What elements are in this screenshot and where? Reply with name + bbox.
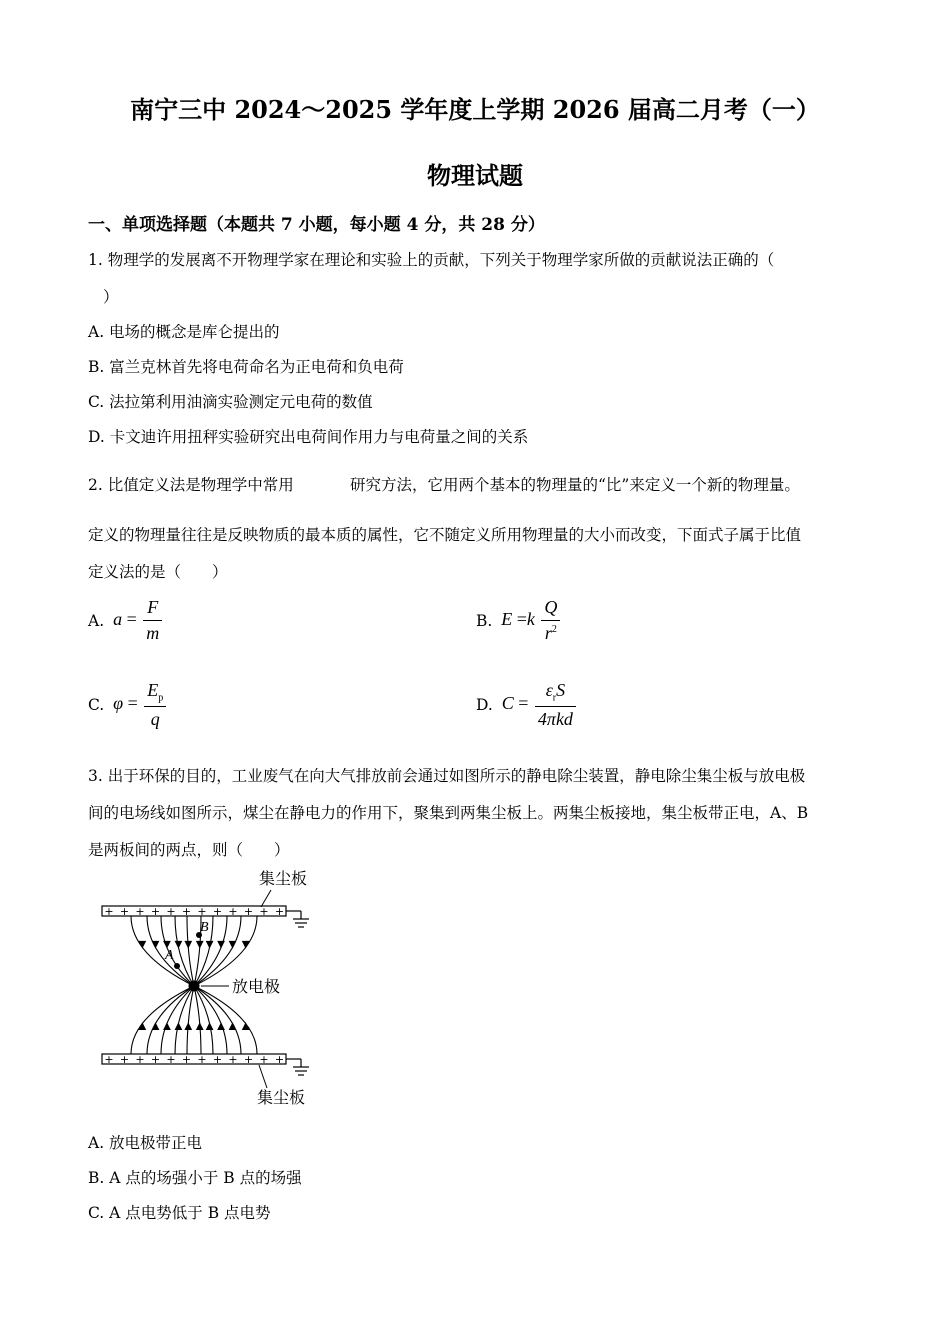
point-a-marker	[174, 963, 180, 969]
field-arrow	[197, 941, 203, 947]
plus-charge: +	[274, 1053, 285, 1066]
field-arrow	[207, 941, 213, 947]
fraction-numerator: F	[143, 597, 162, 621]
q2-option-a-formula	[113, 597, 164, 643]
field-arrow	[139, 1023, 145, 1029]
plus-charge: +	[119, 1053, 130, 1066]
q2-stem-line1b: 研究方法，它用两个基本的物理量的“比”来定义一个新的物理量。	[350, 476, 800, 494]
plus-charge: +	[166, 1053, 176, 1066]
formula-lhs: C	[501, 692, 514, 713]
q2-option-a-letter: A.	[88, 611, 105, 630]
plus-charge: +	[274, 905, 285, 918]
label-bottom-collector: 集尘板	[256, 1088, 306, 1107]
label-discharge-electrode: 放电极	[232, 977, 281, 996]
field-arrow	[243, 941, 249, 947]
plus-charge: +	[243, 1053, 254, 1066]
field-arrow	[164, 941, 170, 947]
fraction-numerator	[535, 680, 576, 707]
plus-charge: +	[212, 1053, 223, 1066]
formula-eq: =	[516, 608, 527, 629]
num-subscript: p	[158, 692, 164, 704]
formula-eq: =	[127, 692, 138, 713]
formula-fraction	[541, 597, 560, 644]
q2-stem-line2: 定义的物理量往往是反映物质的最本质的属性，它不随定义所用物理量的大小而改变，下面式子属于比值	[88, 526, 802, 544]
q1-option-a: A. 电场的概念是库仑提出的	[88, 323, 280, 341]
point-a-label: A	[165, 948, 174, 963]
plus-charge: +	[197, 905, 207, 918]
q2-option-c	[88, 680, 168, 730]
bottom-ground-icon	[286, 1059, 309, 1075]
formula-lhs: a	[113, 608, 123, 629]
field-arrow	[152, 941, 158, 947]
field-arrow	[175, 941, 181, 947]
section-heading: 一、单项选择题（本题共 7 小题，每小题 4 分，共 28 分）	[88, 215, 545, 235]
fraction-denominator: m	[146, 623, 160, 643]
q3-stem-line1: 3. 出于环保的目的，工业废气在向大气排放前会通过如图所示的静电除尘装置，静电除尘集尘板与放电极	[88, 767, 806, 785]
exam-subtitle: 物理试题	[427, 161, 523, 190]
q1-option-d: D. 卡文迪许用扭秤实验研究出电荷间作用力与电荷量之间的关系	[88, 428, 529, 446]
den-exponent: 2	[551, 624, 557, 635]
plus-charge: +	[119, 905, 130, 918]
field-arrow	[243, 1023, 249, 1029]
exam-title: 南宁三中 2024～2025 学年度上学期 2026 届高二月考（一）	[130, 95, 820, 124]
field-arrow	[218, 941, 224, 947]
field-arrow	[207, 1023, 213, 1029]
plus-charge: +	[259, 905, 269, 918]
q2-option-b-letter: B.	[476, 611, 493, 630]
plus-charge: +	[104, 905, 114, 918]
formula-eq: =	[518, 692, 529, 713]
field-arrow	[152, 1023, 158, 1029]
field-arrow	[185, 1023, 191, 1029]
num-epsilon: ε	[545, 680, 553, 700]
q3-option-c: C. A 点电势低于 B 点电势	[88, 1204, 271, 1222]
q2-stem-line1a: 2. 比值定义法是物理学中常用	[88, 476, 294, 494]
q2-option-d-letter: D.	[476, 695, 493, 714]
plus-charge: +	[181, 905, 192, 918]
field-arrow	[164, 1023, 170, 1029]
top-collector-plate	[102, 906, 286, 916]
q1-stem-line2: ）	[103, 288, 119, 306]
fraction-numerator: Q	[541, 597, 560, 621]
plus-charge: +	[228, 1053, 238, 1066]
q2-option-a	[88, 597, 164, 644]
discharge-electrode	[189, 981, 200, 992]
field-arrow	[230, 1023, 236, 1029]
formula-fraction	[144, 680, 166, 730]
field-arrow	[139, 941, 145, 947]
plus-charge: +	[197, 1053, 207, 1066]
q3-stem-line2: 间的电场线如图所示，煤尘在静电力的作用下，聚集到两集尘板上。两集尘板接地，集尘板带正电，A、B	[88, 804, 809, 822]
field-arrow	[185, 941, 191, 947]
q1-stem-line1: 1. 物理学的发展离不开物理学家在理论和实验上的贡献，下列关于物理学家所做的贡献说法正确的（	[88, 251, 775, 269]
field-arrow	[230, 941, 236, 947]
den-base: r	[544, 623, 552, 643]
formula-lhs: φ	[113, 692, 124, 713]
q3-option-a: A. 放电极带正电	[88, 1134, 203, 1152]
fraction-denominator	[541, 621, 560, 644]
q3-option-b: B. A 点的场强小于 B 点的场强	[88, 1169, 302, 1187]
top-ground-icon	[286, 911, 309, 927]
q2-option-c-formula	[113, 680, 168, 729]
plus-charge: +	[243, 905, 254, 918]
plus-charge: +	[228, 905, 238, 918]
fraction-denominator: 4πkd	[537, 708, 573, 729]
q3-stem-line3: 是两板间的两点，则（ ）	[88, 841, 290, 859]
q2-option-d-formula	[501, 680, 578, 729]
label-top-collector: 集尘板	[258, 869, 308, 888]
plus-charge: +	[135, 1053, 145, 1066]
num-subscript: r	[552, 692, 557, 704]
formula-constant: k	[526, 608, 535, 629]
num-area: S	[556, 680, 566, 700]
fraction-numerator	[144, 680, 166, 707]
plus-charge: +	[166, 905, 176, 918]
point-b-label: B	[200, 920, 209, 935]
formula-lhs: E	[501, 608, 513, 629]
plus-charge: +	[150, 905, 161, 918]
q2-stem-line3: 定义法的是（ ）	[88, 563, 228, 581]
plus-charge: +	[150, 1053, 161, 1066]
plus-charge: +	[212, 905, 223, 918]
q1-option-c: C. 法拉第利用油滴实验测定元电荷的数值	[88, 393, 373, 411]
q2-option-d	[476, 680, 578, 730]
plus-charge: +	[259, 1053, 269, 1066]
precipitator-figure	[95, 862, 335, 1112]
field-arrow	[197, 1023, 203, 1029]
plus-charge: +	[135, 905, 145, 918]
plus-charge: +	[104, 1053, 114, 1066]
formula-fraction	[535, 680, 576, 730]
q2-option-b	[476, 597, 562, 644]
plus-charge: +	[181, 1053, 192, 1066]
fraction-denominator: q	[150, 708, 160, 729]
formula-fraction	[143, 597, 162, 644]
formula-eq: =	[126, 608, 137, 629]
field-arrow	[175, 1023, 181, 1029]
bottom-collector-plate	[102, 1054, 286, 1064]
q2-option-c-letter: C.	[88, 695, 105, 714]
q1-option-b: B. 富兰克林首先将电荷命名为正电荷和负电荷	[88, 358, 404, 376]
num-base: E	[147, 680, 159, 700]
q2-option-b-formula	[501, 597, 562, 643]
leader-bottom	[259, 1065, 267, 1088]
field-arrow	[218, 1023, 224, 1029]
